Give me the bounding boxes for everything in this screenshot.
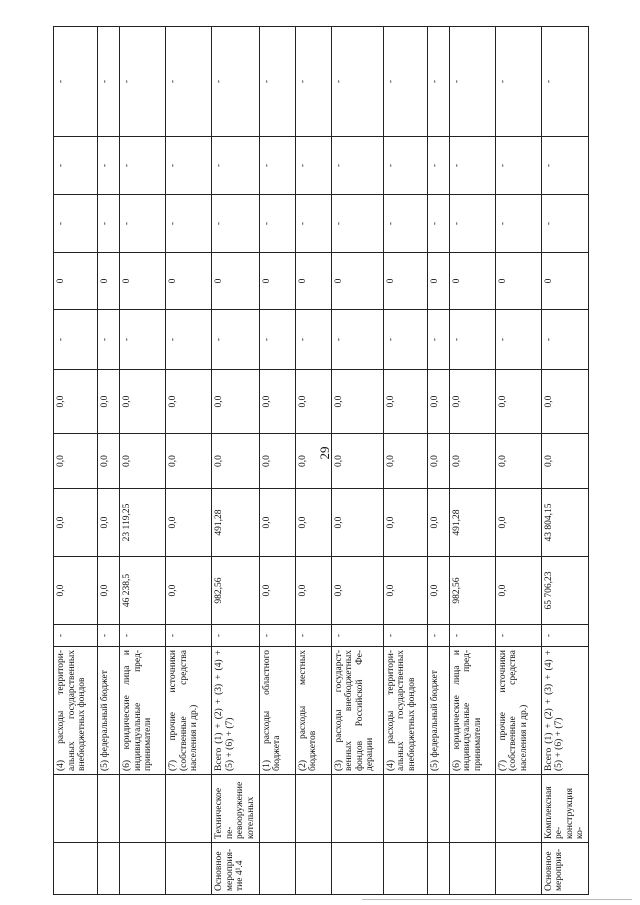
cell-v2: 491,28 [212, 489, 260, 557]
cell-source: (5) федеральный бюджет [98, 647, 120, 775]
cell-v3: 0,0 [427, 434, 449, 489]
cell-v7: - [98, 195, 120, 253]
cell-v2: 43 804,15 [541, 489, 589, 557]
table-row [541, 27, 589, 895]
cell-v4: 0,0 [449, 370, 495, 434]
cell-v1: 0,0 [495, 557, 541, 625]
cell-v2: 0,0 [427, 489, 449, 557]
cell-v7: - [120, 195, 166, 253]
cell-v2: 0,0 [259, 489, 295, 557]
scan-edge-line [362, 899, 632, 900]
cell-a: - [541, 625, 589, 647]
cell-name [449, 775, 495, 843]
cell-v6: 0 [98, 253, 120, 310]
cell-v6: 0 [427, 253, 449, 310]
cell-v1: 0,0 [427, 557, 449, 625]
cell-a: - [295, 625, 331, 647]
cell-v4: 0,0 [259, 370, 295, 434]
cell-v3: 0,0 [295, 434, 331, 489]
cell-v1: 0,0 [295, 557, 331, 625]
cell-a: - [98, 625, 120, 647]
cell-source: (1) расходы областного бюджета [259, 647, 295, 775]
cell-name [295, 775, 331, 843]
cell-v1: 0,0 [98, 557, 120, 625]
cell-v2: 0,0 [495, 489, 541, 557]
cell-v8: - [295, 137, 331, 195]
rotated-table-wrapper [53, 27, 586, 895]
cell-source: (2) расходы местных бюджетов [295, 647, 331, 775]
cell-v1: 0,0 [259, 557, 295, 625]
cell-v7: - [212, 195, 260, 253]
page-number: 29 [317, 446, 332, 460]
cell-v2: 23 119,25 [120, 489, 166, 557]
table-row [449, 27, 495, 895]
cell-v6: 0 [331, 253, 383, 310]
cell-v8: - [427, 137, 449, 195]
cell-source: (4) расходы территори-альных государственных внебюджетных фондов [54, 647, 98, 775]
cell-measure [259, 843, 295, 895]
cell-source: Всего (1) + (2) + (3) + (4) + (5) + (6) + (7) [212, 647, 260, 775]
cell-v4: 0,0 [54, 370, 98, 434]
cell-source: (4) расходы территори-альных государственных внебюджетных фондов [383, 647, 427, 775]
cell-v7: - [54, 195, 98, 253]
cell-measure [383, 843, 427, 895]
cell-v6: 0 [54, 253, 98, 310]
cell-measure [98, 843, 120, 895]
cell-v9: - [98, 27, 120, 137]
cell-measure: Основное мероприя-тие 4¹.4 [212, 843, 260, 895]
cell-v9: - [331, 27, 383, 137]
cell-v9: - [449, 27, 495, 137]
cell-v3: 0,0 [120, 434, 166, 489]
cell-v8: - [166, 137, 212, 195]
cell-name [98, 775, 120, 843]
cell-v1: 46 238,5 [120, 557, 166, 625]
cell-v5: - [383, 310, 427, 370]
cell-v7: - [259, 195, 295, 253]
table-row [427, 27, 449, 895]
cell-v2: 491,28 [449, 489, 495, 557]
cell-v7: - [541, 195, 589, 253]
cell-v7: - [166, 195, 212, 253]
cell-v2: 0,0 [98, 489, 120, 557]
cell-v1: 982,56 [212, 557, 260, 625]
cell-v8: - [54, 137, 98, 195]
cell-a: - [54, 625, 98, 647]
cell-name [331, 775, 383, 843]
cell-v5: - [449, 310, 495, 370]
cell-a: - [259, 625, 295, 647]
cell-v1: 982,56 [449, 557, 495, 625]
table-row [383, 27, 427, 895]
cell-v6: 0 [166, 253, 212, 310]
cell-name [427, 775, 449, 843]
cell-v9: - [212, 27, 260, 137]
cell-v9: - [166, 27, 212, 137]
cell-name [54, 775, 98, 843]
table-row [295, 27, 331, 895]
table-row [54, 27, 98, 895]
cell-v9: - [120, 27, 166, 137]
cell-name: Комплексная ре-конструкция ко- [541, 775, 589, 843]
cell-measure [120, 843, 166, 895]
cell-source: (6) юридические лица и индивидуальные пред-приниматели [449, 647, 495, 775]
cell-source: (7) прочие источники (собственные средства населения и др.) [495, 647, 541, 775]
cell-source: (7) прочие источники (собственные средства населения и др.) [166, 647, 212, 775]
cell-v5: - [259, 310, 295, 370]
cell-v3: 0,0 [541, 434, 589, 489]
cell-v5: - [212, 310, 260, 370]
cell-v9: - [495, 27, 541, 137]
cell-v5: - [427, 310, 449, 370]
cell-v6: 0 [541, 253, 589, 310]
cell-v5: - [331, 310, 383, 370]
cell-v4: 0,0 [495, 370, 541, 434]
cell-v7: - [331, 195, 383, 253]
cell-v1: 0,0 [54, 557, 98, 625]
cell-v9: - [383, 27, 427, 137]
cell-name [259, 775, 295, 843]
cell-measure [449, 843, 495, 895]
cell-v1: 0,0 [331, 557, 383, 625]
table-row [495, 27, 541, 895]
cell-v5: - [120, 310, 166, 370]
cell-v8: - [259, 137, 295, 195]
cell-v1: 65 706,23 [541, 557, 589, 625]
table-row [259, 27, 295, 895]
cell-v5: - [166, 310, 212, 370]
cell-v8: - [98, 137, 120, 195]
cell-v5: - [98, 310, 120, 370]
cell-v6: 0 [259, 253, 295, 310]
cell-v4: 0,0 [166, 370, 212, 434]
cell-a: - [331, 625, 383, 647]
cell-v4: 0,0 [98, 370, 120, 434]
cell-v8: - [449, 137, 495, 195]
cell-v6: 0 [495, 253, 541, 310]
cell-measure [54, 843, 98, 895]
cell-v8: - [331, 137, 383, 195]
cell-name [120, 775, 166, 843]
table-row [331, 27, 383, 895]
cell-v3: 0,0 [383, 434, 427, 489]
cell-measure [331, 843, 383, 895]
cell-v4: 0,0 [120, 370, 166, 434]
cell-v1: 0,0 [166, 557, 212, 625]
cell-v4: 0,0 [383, 370, 427, 434]
cell-v3: 0,0 [212, 434, 260, 489]
cell-v7: - [427, 195, 449, 253]
cell-v3: 0,0 [495, 434, 541, 489]
cell-a: - [212, 625, 260, 647]
cell-v3: 0,0 [166, 434, 212, 489]
cell-measure [495, 843, 541, 895]
cell-v6: 0 [383, 253, 427, 310]
cell-measure [166, 843, 212, 895]
cell-v6: 0 [295, 253, 331, 310]
cell-a: - [120, 625, 166, 647]
cell-v8: - [541, 137, 589, 195]
cell-measure [427, 843, 449, 895]
cell-v4: 0,0 [331, 370, 383, 434]
cell-source: Всего (1) + (2) + (3) + (4) + (5) + (6) + (7) [541, 647, 589, 775]
cell-v7: - [495, 195, 541, 253]
cell-a: - [427, 625, 449, 647]
cell-v3: 0,0 [98, 434, 120, 489]
cell-v5: - [295, 310, 331, 370]
cell-v5: - [541, 310, 589, 370]
cell-v7: - [295, 195, 331, 253]
cell-v8: - [120, 137, 166, 195]
cell-name [166, 775, 212, 843]
cell-a: - [449, 625, 495, 647]
cell-v2: 0,0 [54, 489, 98, 557]
cell-v2: 0,0 [383, 489, 427, 557]
cell-v6: 0 [449, 253, 495, 310]
cell-measure: Основное мероприя- [541, 843, 589, 895]
cell-name: Техническое пе-ревооружение котельных [212, 775, 260, 843]
cell-v4: 0,0 [427, 370, 449, 434]
cell-v5: - [495, 310, 541, 370]
cell-v7: - [449, 195, 495, 253]
cell-source: (5) федеральный бюджет [427, 647, 449, 775]
cell-v2: 0,0 [331, 489, 383, 557]
cell-v3: 0,0 [331, 434, 383, 489]
cell-v1: 0,0 [383, 557, 427, 625]
cell-v4: 0,0 [295, 370, 331, 434]
funding-table [53, 26, 589, 895]
cell-source: (6) юридические лица и индивидуальные пред-приниматели [120, 647, 166, 775]
cell-v8: - [383, 137, 427, 195]
cell-v3: 0,0 [54, 434, 98, 489]
table-row [166, 27, 212, 895]
cell-a: - [495, 625, 541, 647]
cell-a: - [166, 625, 212, 647]
cell-v8: - [212, 137, 260, 195]
cell-a: - [383, 625, 427, 647]
cell-name [495, 775, 541, 843]
cell-v6: 0 [212, 253, 260, 310]
cell-v9: - [295, 27, 331, 137]
cell-v2: 0,0 [295, 489, 331, 557]
table-row [212, 27, 260, 895]
cell-v3: 0,0 [449, 434, 495, 489]
cell-source: (3) расходы государст-венных внебюджетных фондов Российской Фе-дерации [331, 647, 383, 775]
cell-v9: - [541, 27, 589, 137]
cell-v3: 0,0 [259, 434, 295, 489]
cell-v9: - [427, 27, 449, 137]
cell-v4: 0,0 [212, 370, 260, 434]
table-row [120, 27, 166, 895]
cell-v9: - [259, 27, 295, 137]
cell-v9: - [54, 27, 98, 137]
cell-v6: 0 [120, 253, 166, 310]
cell-v4: 0,0 [541, 370, 589, 434]
cell-measure [295, 843, 331, 895]
cell-v2: 0,0 [166, 489, 212, 557]
cell-v7: - [383, 195, 427, 253]
cell-v8: - [495, 137, 541, 195]
table-row [98, 27, 120, 895]
cell-v5: - [54, 310, 98, 370]
cell-name [383, 775, 427, 843]
